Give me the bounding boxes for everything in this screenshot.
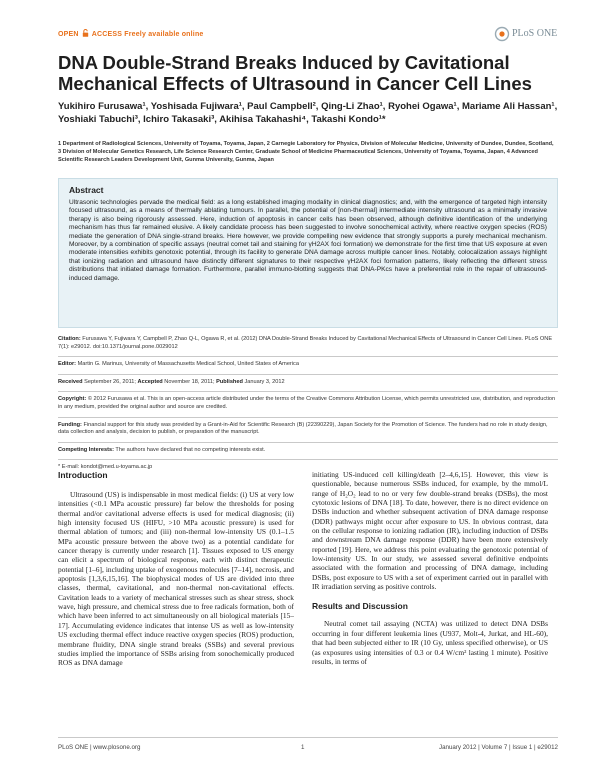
funding: Funding: Financial support for this study was provided by a Grant-in-Aid for Scientific Research (B) (22390229), Japan Society for the Promotion of Science. The funders had no role in study design, data collection and analysis, decision to publish, or preparation of the manuscript.: [58, 421, 548, 436]
freely-available-label: Freely available online: [124, 31, 204, 38]
footer-issue: January 2012 | Volume 7 | Issue 1 | e29012: [438, 744, 558, 751]
abstract-heading: Abstract: [69, 185, 104, 195]
citation: Citation: Furusawa Y, Fujiwara Y, Campbell P, Zhao Q-L, Ogawa R, et al. (2012) DNA Double-Strand Breaks Induced by Cavitational Mechanical Effects of Ultrasound in Cancer Cell Lines. PLoS ONE 7(1): e29012. doi:10.1371/journal.pone.0029012: [58, 336, 553, 350]
plos-one-logo: [494, 26, 558, 42]
article-title: DNA Double-Strand Breaks Induced by Cavitational Mechanical Effects of Ultrasound in Cancer Cell Lines: [58, 52, 532, 94]
left-column: [58, 470, 294, 668]
copyright: Copyright: © 2012 Furusawa et al. This is an open-access article distributed under the terms of the Creative Commons Attribution License, which permits unrestricted use, distribution, and reproduction in any medium, provided the original author and source are credited.: [58, 396, 556, 410]
introduction-continued-paragraph: initiating US-induced cell killing/death [2–4,6,15]. However, this view is questionable, because numerous SSBs induced, for example, by the mmol/L range of H₂O₂ lead to no or very few double-strand breaks (DSBs), the most cytotoxic lesions of DNA [18]. To date, however, there is no direct evidence on DSBs induction and whether subsequent activation of DNA damage response (DDR) pathways might occur after exposure to US. In obvious contrast, data on the cellular response to ionizing radiation (IR), including induction of DSBs and downstream DNA damage response (DDR) have been more extensively reported [19]. Here, we address this point evaluating the genotoxic potential of low-intensity US. In our study, we assessed several definitive endpoints associated with the formation and processing of DNA damage, including DSBs, post exposure to US with a set of experiment carried out in parallel with IR irradiation serving as positive controls.: [312, 470, 548, 592]
page-number: 1: [301, 744, 305, 751]
competing-interests: Competing Interests: The authors have declared that no competing interests exist.: [58, 446, 266, 453]
author-list: Yukihiro Furusawa¹, Yoshisada Fujiwara¹, Paul Campbell², Qing-Li Zhao¹, Ryohei Ogawa¹, Mariame Ali Hassan¹, Yoshiaki Tabuchi³, Ichiro Takasaki³, Akihisa Takahashi⁴, Takashi Kondo¹*: [58, 101, 558, 125]
results-heading: Results and Discussion: [312, 601, 408, 612]
open-access-banner: [58, 29, 204, 38]
divider: [58, 374, 558, 375]
abstract-text: Ultrasonic technologies pervade the medical field: as a long established imaging modality in clinical diagnostics; and, with the emergence of targeted high intensity focused ultrasound, as a means of thermally ablating tumours. In parallel, the potential of [non-thermal] intermediate intensity ultrasound as a minimally invasive therapy is also being rigorously assessed. Here, induction of apoptosis in cancer cells has been observed, although definitive identification of the underlying mechanism has thus far remained elusive. A likely candidate process has been suggested to involve sonochemical activity, where reactive oxygen species (ROS) mediate the generation of DNA single-strand breaks. Here however, we provide compelling new evidence that strongly supports a purely mechanical mechanism. Moreover, by a combination of specific assays (neutral comet tail and staining for γH2AX foci formation) we demonstrate for the first time that US exposure at even moderate intensities exhibits genotoxic potential, through its facility to generate DNA damage across multiple cancer lines. Notably, colocalization assays highlight that ionizing radiation and ultrasound have distinctly different signatures to their respective γH2AX foci formation patterns, likely reflecting the different stress distributions that initiated damage formation. Furthermore, parallel immuno-blotting suggests that DNA-PKcs have a preferential role in the repair of ultrasound-induced damage.: [69, 199, 547, 282]
introduction-paragraph: Ultrasound (US) is indispensable in most medical fields: (i) US at very low intensities (<0.1 MPa acoustic pressure) far below the thresholds for posing thermal and/or cavitational adverse effects is used for medical diagnosis; (ii) high intensity focused US (HIFU, >10 MPa acoustic pressure) is used for thermal ablation of tumors; and (iii) non-thermal low-intensity US (0.1–1.5 MPa acoustic pressure between the above two) as a potential candidate for cancer therapy is currently under research [1]. Tissues exposed to US energy can elicit a spectrum of biological response, each with distinct therapeutic potential [1–6], including uptake of exogenous molecules [7–14], necrosis, and apoptosis [1,3,6,15,16]. The biophysical modes of US are divided into three classes, thermal, cavitational, and non-thermal non-cavitational effects. Cavitation leads to a variety of mechanical stresses such as shear stress, shock wave, high pressure, and chemical stress due to free radicals formation, both of which have been inferred to act simultaneously on all biological materials [15–17]. Accumulating evidence indicates that intense US as well as low-intensity US excluding thermal effect induce reactive oxygen species (ROS) production, membrane fluidity, DNA single strand breaks (SSBs) and several previous studies implied the importance of SSBs arising from sonochemically produced ROS as DNA damage: [58, 490, 294, 668]
editor: Editor: Martin G. Marinus, University of Massachusetts Medical School, United States of America: [58, 361, 299, 368]
divider: [58, 459, 558, 460]
divider: [58, 356, 558, 357]
dates: Received September 26, 2011; Accepted November 18, 2011; Published January 3, 2012: [58, 378, 285, 385]
open-lock-icon: [82, 29, 89, 37]
results-paragraph: Neutral comet tail assaying (NCTA) was utilized to detect DNA DSBs occurring in four different leukemia lines (U937, Molt-4, Jurkat, and HL-60), that had been subjected either to IR (10 Gy, unless specified otherwise), or US (as exposures using intensities of 0.3 or 0.4 W/cm² lasting 1 minute). Positive results, in terms of: [312, 619, 548, 666]
access-label: ACCESS: [91, 31, 123, 38]
divider: [58, 417, 558, 418]
divider: [58, 442, 558, 443]
introduction-heading: Introduction: [58, 470, 108, 480]
journal-header: [58, 26, 558, 42]
open-label: OPEN: [58, 31, 79, 38]
logo-text: PLoS ONE: [512, 28, 558, 39]
divider: [58, 391, 558, 392]
footer-journal: PLoS ONE | www.plosone.org: [58, 744, 141, 751]
plos-logo-icon: [494, 26, 510, 42]
right-column: [312, 470, 548, 666]
article-metadata: [58, 336, 558, 472]
abstract-box: [58, 178, 558, 328]
page-footer: [58, 737, 558, 751]
affiliations: 1 Department of Radiological Sciences, University of Toyama, Toyama, Japan, 2 Carnegie Laboratory for Physics, Division of Molecular Medicine, University of Dundee, Dundee, Scotland, 3 Division of Molecular Genetics Research, Life Science Research Center, Graduate School of Medicine Pharmaceutical Sciences, University of Toyama, Toyama, Japan, 4 Advanced Scientific Research Leaders Development Unit, Gunma University, Gunma, Japan: [58, 141, 554, 163]
email: * E-mail: kondot@med.u-toyama.ac.jp: [58, 464, 153, 471]
